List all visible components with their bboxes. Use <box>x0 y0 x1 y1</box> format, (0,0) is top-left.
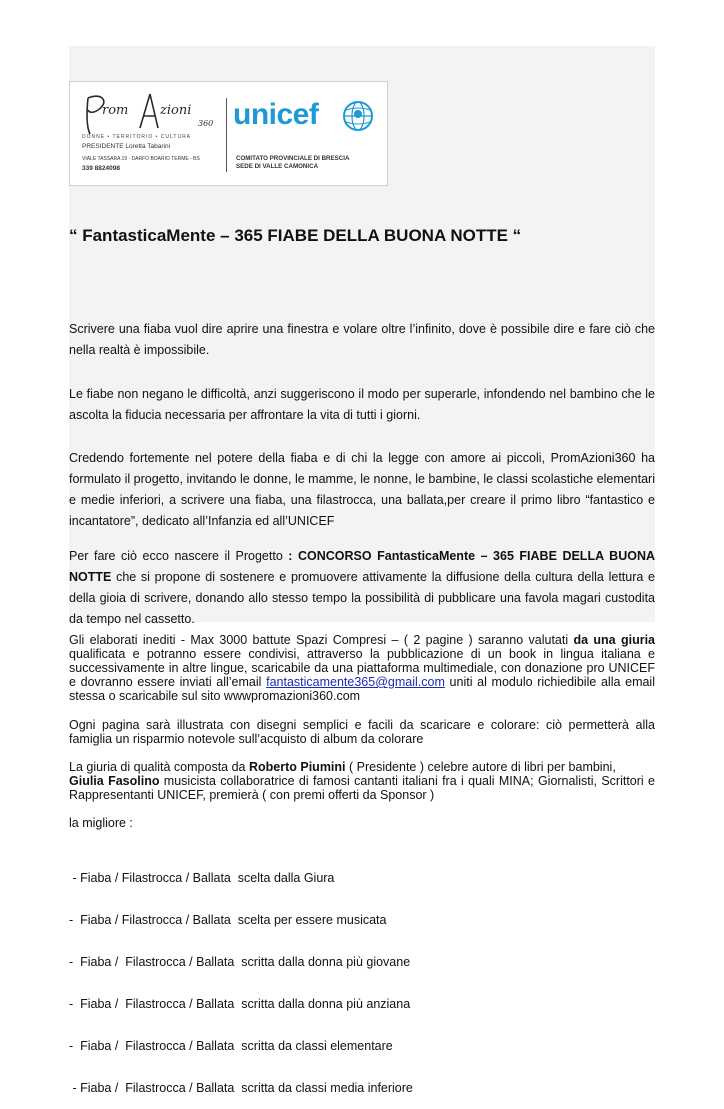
p4-text-a: Per fare ciò ecco nascere il Progetto <box>69 549 289 563</box>
list-item: - Fiaba / Filastrocca / Ballata scelta per essere musicata <box>69 913 387 927</box>
unicef-line2: SEDE DI VALLE CAMONICA <box>236 163 319 170</box>
jury-president-name: Roberto Piumini <box>248 760 346 774</box>
list-item: - Fiaba / Filastrocca / Ballata scritta dalla donna più anziana <box>69 997 411 1011</box>
p5-text-b: qualificata e potranno essere condivisi, attraverso la pubblicazione di un book in lingua italiana e successivamente in altre lingue, scaricabile da una piattaforma multimediale, con donazione pro UNICEF e dovranno essere inviati all’email <box>69 647 655 689</box>
p7-text-c: musicista collaboratrice di famosi cantanti italiani fra i quali MINA; Giornalisti, Scrittori e Rappresentanti UNICEF, premierà ( con premi offerti da Sponsor ) <box>69 774 655 802</box>
list-item: - Fiaba / Filastrocca / Ballata scelta dalla Giura <box>69 871 335 885</box>
paragraph-8: la migliore : <box>69 816 133 830</box>
document-title: “ FantasticaMente – 365 FIABE DELLA BUONA NOTTE “ <box>69 226 522 245</box>
p5-text-a: Gli elaborati inediti - Max 3000 battute Spazi Compresi – ( 2 pagine ) saranno valutati <box>69 633 574 647</box>
jury-member-name: Giulia Fasolino <box>69 774 160 788</box>
list-item: - Fiaba / Filastrocca / Ballata scritta dalla donna più giovane <box>69 955 411 969</box>
svg-text:360: 360 <box>198 119 214 128</box>
promazioni-address: VIALE TASSARA 19 · DARFO BOARIO TERME - BS <box>82 156 200 162</box>
unicef-committee <box>236 155 349 171</box>
header-logo-box <box>69 81 388 186</box>
promazioni-phone: 339 8824098 <box>82 165 120 172</box>
unicef-line1: COMITATO PROVINCIALE DI BRESCIA <box>236 155 350 162</box>
paragraph-1: Scrivere una fiaba vuol dire aprire una finestra e volare oltre l’infinito, dove è possibile dire e fare ciò che nella realtà è impossibile. <box>69 322 655 357</box>
p4-project-name: : CONCORSO FantasticaMente – 365 FIABE DELLA BUONA NOTTE <box>69 549 655 584</box>
p7-text-b: ( Presidente ) celebre autore di libri per bambini, <box>345 760 616 774</box>
p7-text-a: La giuria di qualità composta da <box>69 760 249 774</box>
email-link[interactable]: fantasticamente365@gmail.com <box>266 675 445 689</box>
svg-text:zioni: zioni <box>160 103 192 118</box>
prize-list <box>69 843 413 1109</box>
paragraph-4 <box>69 546 655 630</box>
p5-giuria: da una giuria <box>573 633 655 647</box>
paragraph-7 <box>69 760 655 802</box>
paragraph-3: Credendo fortemente nel potere della fiaba e di chi la legge con amore ai piccoli, PromAzioni360 ha formulato il progetto, invitando le donne, le mamme, le nonne, le bambine, le classi scolastiche elementari e medie inferiori, a scrivere una fiaba, una filastrocca, una ballata,per creare il primo libro “fantastico e incantatore”, dedicato all’Infanzia ed all’UNICEF <box>69 451 655 528</box>
list-item: - Fiaba / Filastrocca / Ballata scritta da classi media inferiore <box>69 1081 413 1095</box>
paragraph-6: Ogni pagina sarà illustrata con disegni semplici e facili da scaricare e colorare: ciò permetterà alla famiglia un risparmio notevole sull’acquisto di album da colorare <box>69 718 655 746</box>
p5-text-c: uniti al modulo richiedibile alla email stessa o scaricabile sul sito wwwpromazioni360.com <box>69 675 655 703</box>
paragraph-5 <box>69 633 655 703</box>
logo-divider <box>226 98 227 172</box>
svg-text:rom: rom <box>102 103 129 118</box>
unicef-wordmark: unicef <box>233 98 319 131</box>
promazioni-president: PRESIDENTE Loretta Tabarini <box>82 143 171 150</box>
paragraph-2: Le fiabe non negano le difficoltà, anzi suggeriscono il modo per superarle, infondendo nel bambino che le ascolta la fiducia necessaria per affrontare la vita di tutti i giorni. <box>69 387 655 422</box>
promazioni-tagline: DONNE • TERRITORIO • CULTURA <box>82 134 192 140</box>
p4-text-b: che si propone di sostenere e promuovere attivamente la diffusione della cultura della lettura e della gioia di scrivere, donando allo stesso tempo la possibilità di pubblicare una favola magari custodita da tempo nel cassetto. <box>69 570 655 626</box>
list-item: - Fiaba / Filastrocca / Ballata scritta da classi elementare <box>69 1039 393 1053</box>
unicef-logo <box>233 92 383 182</box>
unicef-globe-icon <box>340 98 376 134</box>
